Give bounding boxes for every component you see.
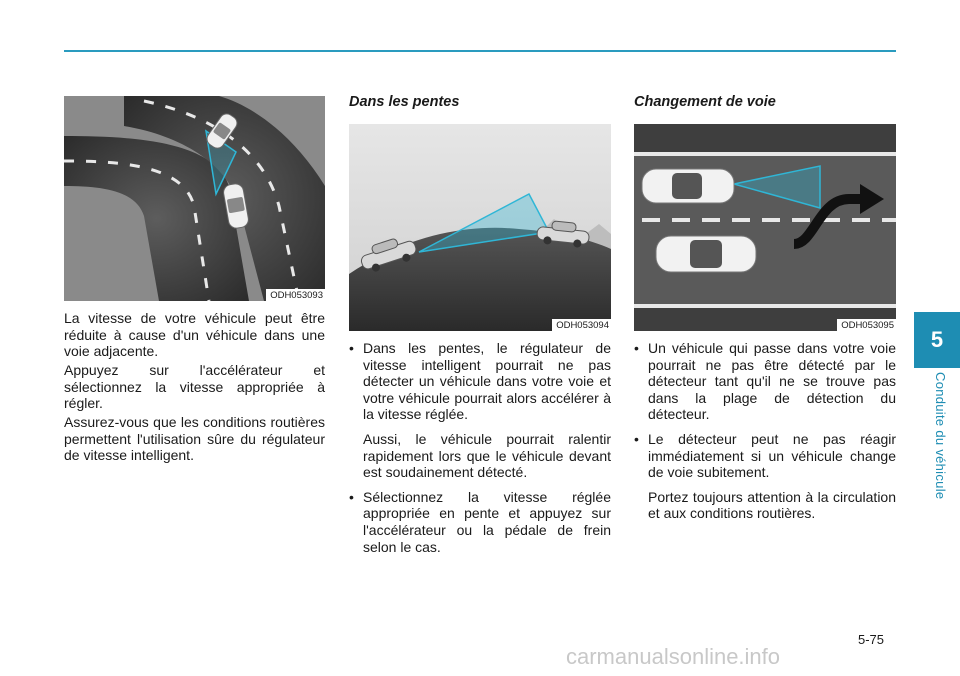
bullet-subtext: Portez toujours attention à la circulation et aux conditions routières.	[648, 488, 896, 522]
list-item: • Sélectionnez la vitesse réglée appropriée en pente et appuyez sur l'accélérateur ou la pédale de frein selon le cas.	[349, 488, 611, 555]
bullet-text: Sélectionnez la vitesse réglée appropriée en pente et appuyez sur l'accélérateur ou la pédale de frein selon le cas.	[363, 488, 611, 555]
paragraph: Appuyez sur l'accélérateur et sélectionnez la vitesse appropriée à régler.	[64, 362, 325, 412]
paragraph: La vitesse de votre véhicule peut être réduite à cause d'un véhicule dans une voie adjacente.	[64, 310, 325, 360]
bullet-text: Un véhicule qui passe dans votre voie pourrait ne pas être détecté par le détecteur tant qu'il ne se trouve pas dans la plage de détection du détecteur.	[648, 340, 896, 423]
figure-code: ODH053094	[552, 319, 611, 331]
bullet-text: Dans les pentes, le régulateur de vitesse intelligent pourrait ne pas détecter un véhicule dans votre voie et votre véhicule pourrait alors accélérer à la vitesse réglée.	[363, 340, 611, 423]
bullet-subtext: Aussi, le véhicule pourrait ralentir rapidement lors que le véhicule devant est soudainement détecté.	[363, 430, 611, 481]
figure-code: ODH053095	[837, 319, 896, 331]
paragraph: Assurez-vous que les conditions routières permettent l'utilisation sûre du régulateur de vitesse intelligent.	[64, 414, 325, 464]
top-rule	[64, 50, 896, 52]
chapter-title: Conduite du véhicule	[933, 372, 948, 500]
slope-figure	[349, 124, 611, 331]
chapter-tab: 5	[914, 312, 960, 368]
watermark: carmanualsonline.info	[566, 644, 781, 669]
section-heading: Changement de voie	[634, 94, 776, 110]
list-item: • Le détecteur peut ne pas réagir immédiatement si un véhicule change de voie subitement.	[634, 430, 896, 481]
curve-road-figure	[64, 96, 325, 301]
list-item: • Dans les pentes, le régulateur de vitesse intelligent pourrait ne pas détecter un véhicule dans votre voie et votre véhicule pourrait alors accélérer à la vitesse réglée.	[349, 340, 611, 423]
bullet-list	[634, 340, 896, 530]
page-number: 5-75	[858, 632, 885, 647]
lane-change-figure	[634, 124, 896, 331]
bullet-text: Le détecteur peut ne pas réagir immédiatement si un véhicule change de voie subitement.	[648, 430, 896, 481]
figure-code: ODH053093	[266, 289, 325, 301]
section-heading: Dans les pentes	[349, 94, 460, 110]
bullet-list	[349, 340, 611, 563]
list-item: • Un véhicule qui passe dans votre voie pourrait ne pas être détecté par le détecteur tant qu'il ne se trouve pas dans la plage de détection du détecteur.	[634, 340, 896, 423]
